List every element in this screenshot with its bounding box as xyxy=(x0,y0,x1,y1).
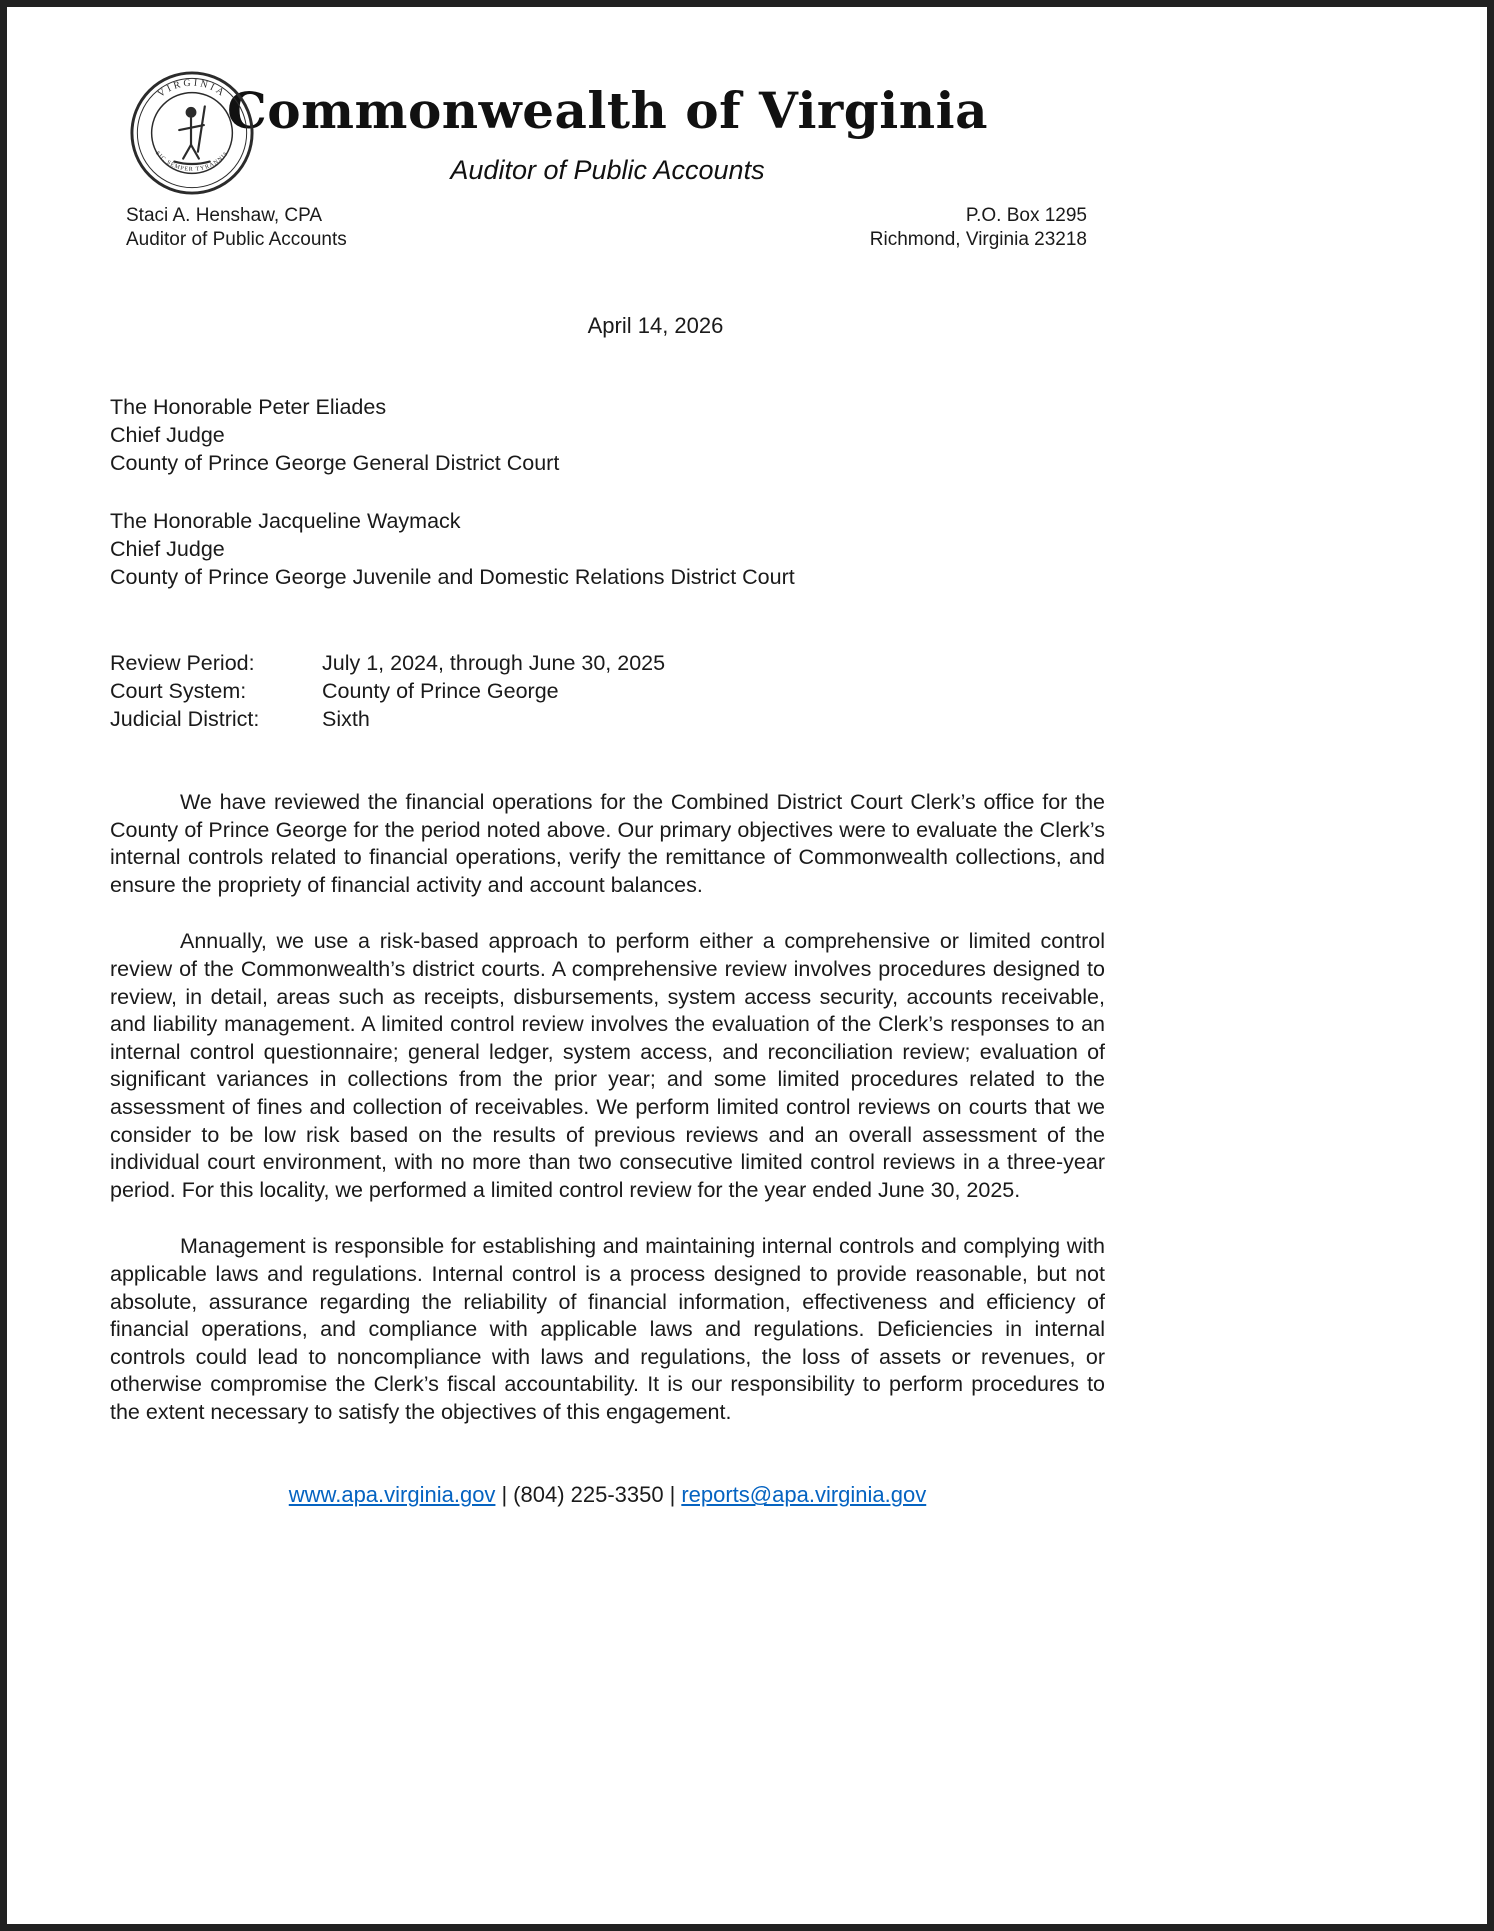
court-system-value: County of Prince George xyxy=(322,679,559,703)
address-po-box: P.O. Box 1295 xyxy=(965,205,1087,226)
court-system-row xyxy=(110,677,1105,705)
svg-text:SIC SEMPER TYRANNIS: SIC SEMPER TYRANNIS xyxy=(154,150,230,173)
paragraph-1: We have reviewed the financial operations for the Combined District Court Clerk’s office for the County of Prince George for the period noted above. Our primary objectives were to evaluate the Clerk’s internal controls related to financial operations, verify the remittance of Commonwealth collections, and ensure the propriety of financial activity and account balances. xyxy=(110,790,1105,897)
letterhead-contact-row xyxy=(110,204,1105,252)
recipients xyxy=(110,393,1105,591)
letterhead-subtitle: Auditor of Public Accounts xyxy=(450,155,765,185)
phone-number: (804) 225-3350 xyxy=(513,1482,664,1508)
auditor-title: Auditor of Public Accounts xyxy=(126,229,347,250)
letterhead-center xyxy=(110,67,1105,186)
recipient-block-1 xyxy=(110,393,1105,477)
recipient-name: The Honorable Peter Eliades xyxy=(110,395,387,419)
recipient-block-2 xyxy=(110,507,1105,591)
letterhead-title: Commonwealth of Virginia xyxy=(227,81,988,140)
email-link[interactable]: reports@apa.virginia.gov xyxy=(681,1482,927,1508)
judicial-district-row xyxy=(110,705,1105,733)
judicial-district-value: Sixth xyxy=(322,707,370,731)
letter-content xyxy=(110,7,1105,1508)
paragraph-2: Annually, we use a risk-based approach to perform either a comprehensive or limited control review of the Commonwealth’s district courts. A comprehensive review involves procedures designed to review, in detail, areas such as receipts, disbursements, system access security, accounts receivable, and liability management. A limited control review involves the evaluation of the Clerk’s responses to an internal control questionnaire; general ledger, system access, and reconciliation review; evaluation of significant variances in collections from the prior year; and some limited procedures related to the assessment of fines and collection of receivables. We perform limited control reviews on courts that we consider to be low risk based on the results of previous reviews and an overall assessment of the individual court environment, with no more than two consecutive limited control reviews in a three-year period. For this locality, we performed a limited control review for the year ended June 30, 2025. xyxy=(110,929,1105,1202)
recipient-name: The Honorable Jacqueline Waymack xyxy=(110,509,461,533)
address-block xyxy=(870,204,1087,252)
paragraph-3: Management is responsible for establishing and maintaining internal controls and complying with applicable laws and regulations. Internal control is a process designed to provide reasonable, but not absolute, assurance regarding the reliability of financial information, effectiveness and efficiency of financial operations, and compliance with applicable laws and regulations. Deficiencies in internal controls could lead to noncompliance with laws and regulations, the loss of assets or revenues, or otherwise compromise the Clerk’s fiscal accountability. It is our responsibility to perform procedures to the extent necessary to satisfy the objectives of this engagement. xyxy=(110,1234,1105,1424)
footer-separator: | xyxy=(669,1482,676,1508)
recipient-title: Chief Judge xyxy=(110,537,225,561)
virginia-state-seal-icon xyxy=(128,69,256,197)
recipient-court: County of Prince George General District Court xyxy=(110,451,560,475)
review-period-row xyxy=(110,649,1105,677)
letter-body xyxy=(110,789,1105,1426)
recipient-court: County of Prince George Juvenile and Domestic Relations District Court xyxy=(110,565,795,589)
recipient-title: Chief Judge xyxy=(110,423,225,447)
address-city: Richmond, Virginia 23218 xyxy=(869,229,1087,250)
review-period-label: Review Period: xyxy=(110,651,255,675)
footer-contact-line xyxy=(110,1482,1105,1508)
judicial-district-label: Judicial District: xyxy=(110,707,260,731)
review-period-value: July 1, 2024, through June 30, 2025 xyxy=(322,651,666,675)
footer-separator: | xyxy=(501,1482,508,1508)
svg-text:VIRGINIA: VIRGINIA xyxy=(155,77,229,100)
letter-date: April 14, 2026 xyxy=(587,313,724,338)
review-info xyxy=(110,649,1105,733)
auditor-name: Staci A. Henshaw, CPA xyxy=(126,205,323,226)
letterhead xyxy=(110,7,1105,257)
auditor-name-block xyxy=(126,204,347,252)
website-link[interactable]: www.apa.virginia.gov xyxy=(288,1482,496,1508)
court-system-label: Court System: xyxy=(110,679,247,703)
